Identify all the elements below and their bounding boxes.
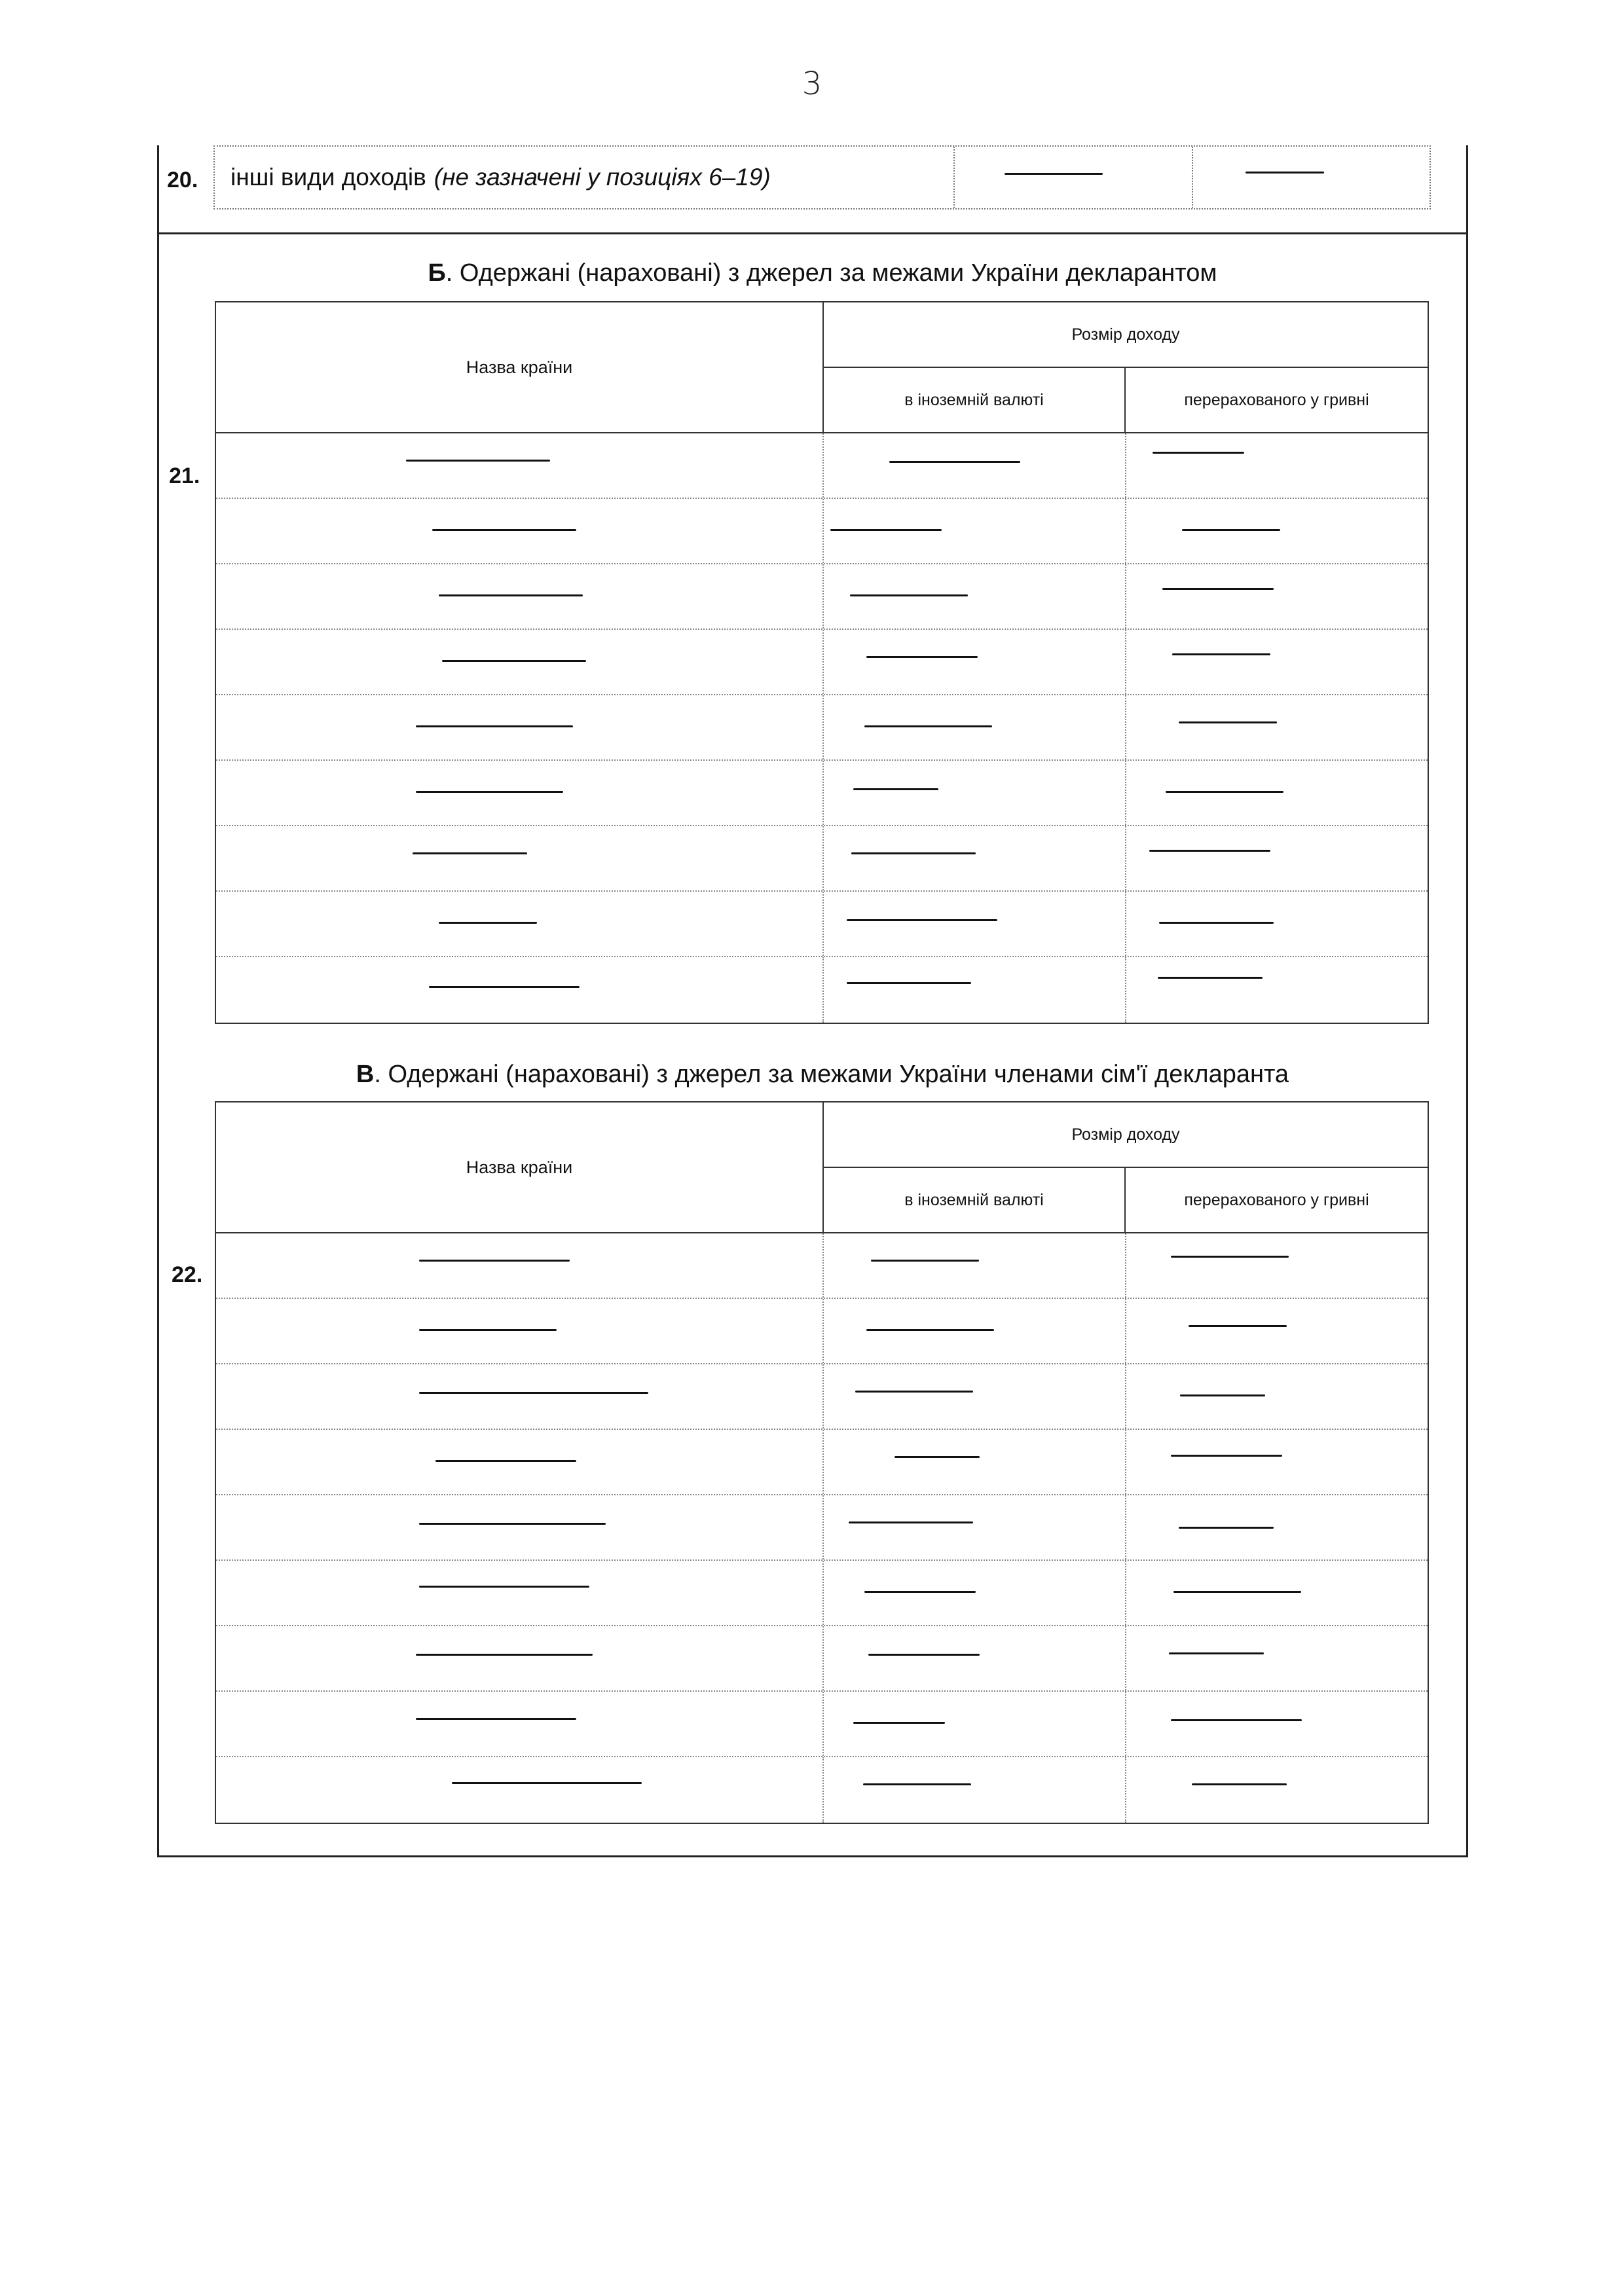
- handwritten-dash: [419, 1329, 557, 1331]
- cell-uah[interactable]: [1126, 1299, 1428, 1363]
- cell-foreign-currency[interactable]: [824, 1561, 1126, 1625]
- cell-foreign-currency[interactable]: [824, 1757, 1126, 1823]
- cell-country[interactable]: [216, 564, 824, 629]
- cell-country[interactable]: [216, 826, 824, 890]
- table-row: [216, 1561, 1428, 1626]
- handwritten-dash: [864, 1591, 976, 1593]
- header-income-size-group: [824, 1102, 1428, 1232]
- cell-uah[interactable]: [1126, 1626, 1428, 1690]
- handwritten-dash: [1153, 452, 1244, 454]
- handwritten-dash: [849, 1522, 973, 1523]
- handwritten-dash: [429, 986, 580, 988]
- cell-country[interactable]: [216, 630, 824, 694]
- handwritten-dash: [432, 529, 576, 531]
- cell-country[interactable]: [216, 1233, 824, 1298]
- cell-uah[interactable]: [1126, 761, 1428, 825]
- handwritten-dash: [871, 1260, 979, 1262]
- header-country: Назва країни: [216, 1102, 824, 1232]
- handwritten-dash: [442, 660, 586, 662]
- handwritten-dash: [1171, 1256, 1289, 1258]
- cell-uah[interactable]: [1126, 957, 1428, 1023]
- handwritten-dash: [1166, 791, 1283, 793]
- row-21-number: 21.: [169, 464, 200, 488]
- table-row: [216, 1757, 1428, 1823]
- header-income-size-group: [824, 302, 1428, 432]
- handwritten-dash: [864, 725, 992, 727]
- handwritten-dash: [1173, 1591, 1301, 1593]
- handwritten-dash: [1159, 922, 1274, 924]
- row-20-foreign-cell[interactable]: [955, 147, 1193, 208]
- header-income-size: Розмір доходу: [824, 302, 1428, 368]
- cell-foreign-currency[interactable]: [824, 761, 1126, 825]
- header-uah: перерахованого у гривні: [1184, 1190, 1369, 1209]
- table-row: [216, 892, 1428, 957]
- header-income-size: Розмір доходу: [824, 1102, 1428, 1168]
- handwritten-dash: [868, 1654, 980, 1656]
- cell-uah[interactable]: [1126, 695, 1428, 759]
- handwritten-dash: [1158, 977, 1263, 979]
- cell-country[interactable]: [216, 1430, 824, 1494]
- row-20-uah-cell[interactable]: [1193, 147, 1430, 208]
- table-section-b: [215, 301, 1429, 1024]
- table-header: [216, 302, 1428, 433]
- handwritten-dash: [1171, 1719, 1302, 1721]
- handwritten-dash: [1246, 172, 1324, 173]
- table-header: [216, 1102, 1428, 1233]
- handwritten-dash: [866, 1329, 994, 1331]
- cell-uah[interactable]: [1126, 1561, 1428, 1625]
- handwritten-dash: [847, 982, 971, 984]
- table-body: [216, 433, 1428, 1023]
- handwritten-dash: [416, 1718, 576, 1720]
- table-row: [216, 1430, 1428, 1495]
- cell-country[interactable]: [216, 761, 824, 825]
- handwritten-dash: [851, 852, 976, 854]
- handwritten-dash: [439, 922, 537, 924]
- cell-foreign-currency[interactable]: [824, 957, 1126, 1023]
- handwritten-dash: [1179, 721, 1277, 723]
- cell-country[interactable]: [216, 1364, 824, 1429]
- cell-uah[interactable]: [1126, 826, 1428, 890]
- section-v-letter: В: [356, 1061, 375, 1088]
- cell-country[interactable]: [216, 1626, 824, 1690]
- row-20-label-cell: [215, 147, 955, 208]
- cell-uah[interactable]: [1126, 892, 1428, 956]
- table-row: [216, 761, 1428, 826]
- table-row: [216, 1299, 1428, 1364]
- table-row: [216, 433, 1428, 499]
- cell-foreign-currency[interactable]: [824, 630, 1126, 694]
- handwritten-dash: [850, 594, 968, 596]
- section-b-title-text: . Одержані (нараховані) з джерел за межами України декларантом: [445, 259, 1217, 287]
- cell-foreign-currency[interactable]: [824, 1626, 1126, 1690]
- table-body: [216, 1233, 1428, 1823]
- cell-uah[interactable]: [1126, 1692, 1428, 1756]
- cell-uah[interactable]: [1126, 1495, 1428, 1559]
- cell-country[interactable]: [216, 1495, 824, 1559]
- handwritten-dash: [847, 919, 997, 921]
- section-divider: [157, 232, 1466, 234]
- section-b-title: [213, 259, 1431, 287]
- cell-uah[interactable]: [1126, 433, 1428, 498]
- cell-uah[interactable]: [1126, 564, 1428, 629]
- handwritten-dash: [1180, 1394, 1265, 1396]
- handwritten-dash: [416, 791, 563, 793]
- header-subcolumns: [824, 368, 1428, 432]
- cell-uah[interactable]: [1126, 630, 1428, 694]
- row-20: [213, 145, 1431, 210]
- table-section-v: [215, 1101, 1429, 1824]
- table-row: [216, 1626, 1428, 1692]
- section-v-title-text: . Одержані (нараховані) з джерел за межами України членами сім'ї декларанта: [374, 1061, 1289, 1088]
- handwritten-dash: [866, 656, 978, 658]
- cell-foreign-currency[interactable]: [824, 892, 1126, 956]
- cell-uah[interactable]: [1126, 1364, 1428, 1429]
- row-20-label: інші види доходів: [231, 164, 426, 191]
- table-row: [216, 630, 1428, 695]
- handwritten-dash: [1149, 850, 1270, 852]
- table-row: [216, 1692, 1428, 1757]
- handwritten-dash: [1171, 1455, 1282, 1457]
- section-v-title: [213, 1061, 1431, 1089]
- row-20-number: 20.: [167, 168, 198, 192]
- page-number: 3: [802, 65, 822, 102]
- header-uah: перерахованого у гривні: [1184, 390, 1369, 409]
- table-row: [216, 1495, 1428, 1561]
- cell-country[interactable]: [216, 957, 824, 1023]
- table-row: [216, 1364, 1428, 1430]
- table-row: [216, 957, 1428, 1023]
- handwritten-dash: [1005, 173, 1103, 175]
- cell-foreign-currency[interactable]: [824, 695, 1126, 759]
- table-row: [216, 564, 1428, 630]
- row-20-note: (не зазначені у позиціях 6–19): [434, 164, 771, 191]
- handwritten-dash: [419, 1392, 648, 1394]
- cell-uah[interactable]: [1126, 1430, 1428, 1494]
- cell-foreign-currency[interactable]: [824, 826, 1126, 890]
- cell-foreign-currency[interactable]: [824, 1364, 1126, 1429]
- handwritten-dash: [855, 1391, 973, 1393]
- handwritten-dash: [419, 1586, 589, 1588]
- handwritten-dash: [895, 1456, 980, 1458]
- cell-foreign-currency[interactable]: [824, 1495, 1126, 1559]
- cell-foreign-currency[interactable]: [824, 564, 1126, 629]
- cell-foreign-currency[interactable]: [824, 1692, 1126, 1756]
- handwritten-dash: [439, 594, 583, 596]
- cell-uah[interactable]: [1126, 1233, 1428, 1298]
- handwritten-dash: [1162, 588, 1274, 590]
- handwritten-dash: [1182, 529, 1280, 531]
- handwritten-dash: [416, 1654, 593, 1656]
- handwritten-dash: [406, 460, 550, 462]
- cell-uah[interactable]: [1126, 499, 1428, 563]
- section-b-letter: Б: [428, 259, 446, 287]
- header-country: Назва країни: [216, 302, 824, 432]
- table-row: [216, 695, 1428, 761]
- cell-country[interactable]: [216, 1692, 824, 1756]
- row-22-number: 22.: [172, 1262, 203, 1287]
- handwritten-dash: [416, 725, 573, 727]
- handwritten-dash: [1192, 1783, 1287, 1785]
- table-row: [216, 1233, 1428, 1299]
- cell-country[interactable]: [216, 1561, 824, 1625]
- handwritten-dash: [830, 529, 942, 531]
- handwritten-dash: [419, 1260, 570, 1262]
- table-row: [216, 499, 1428, 564]
- handwritten-dash: [853, 788, 938, 790]
- handwritten-dash: [452, 1782, 642, 1784]
- handwritten-dash: [413, 852, 527, 854]
- header-subcolumns: [824, 1168, 1428, 1232]
- cell-country[interactable]: [216, 695, 824, 759]
- handwritten-dash: [435, 1460, 576, 1462]
- cell-foreign-currency[interactable]: [824, 1233, 1126, 1298]
- cell-uah[interactable]: [1126, 1757, 1428, 1823]
- header-foreign-currency: в іноземній валюті: [824, 368, 1126, 432]
- cell-country[interactable]: [216, 892, 824, 956]
- cell-country[interactable]: [216, 499, 824, 563]
- handwritten-dash: [1189, 1325, 1287, 1327]
- header-foreign-currency: в іноземній валюті: [824, 1168, 1126, 1232]
- cell-foreign-currency[interactable]: [824, 433, 1126, 498]
- cell-foreign-currency[interactable]: [824, 1299, 1126, 1363]
- handwritten-dash: [863, 1783, 971, 1785]
- cell-foreign-currency[interactable]: [824, 499, 1126, 563]
- handwritten-dash: [1179, 1527, 1274, 1529]
- handwritten-dash: [419, 1523, 606, 1525]
- cell-country[interactable]: [216, 433, 824, 498]
- handwritten-dash: [853, 1722, 945, 1724]
- cell-country[interactable]: [216, 1757, 824, 1823]
- handwritten-dash: [1172, 653, 1270, 655]
- handwritten-dash: [1169, 1652, 1264, 1654]
- cell-foreign-currency[interactable]: [824, 1430, 1126, 1494]
- table-row: [216, 826, 1428, 892]
- cell-country[interactable]: [216, 1299, 824, 1363]
- handwritten-dash: [889, 461, 1020, 463]
